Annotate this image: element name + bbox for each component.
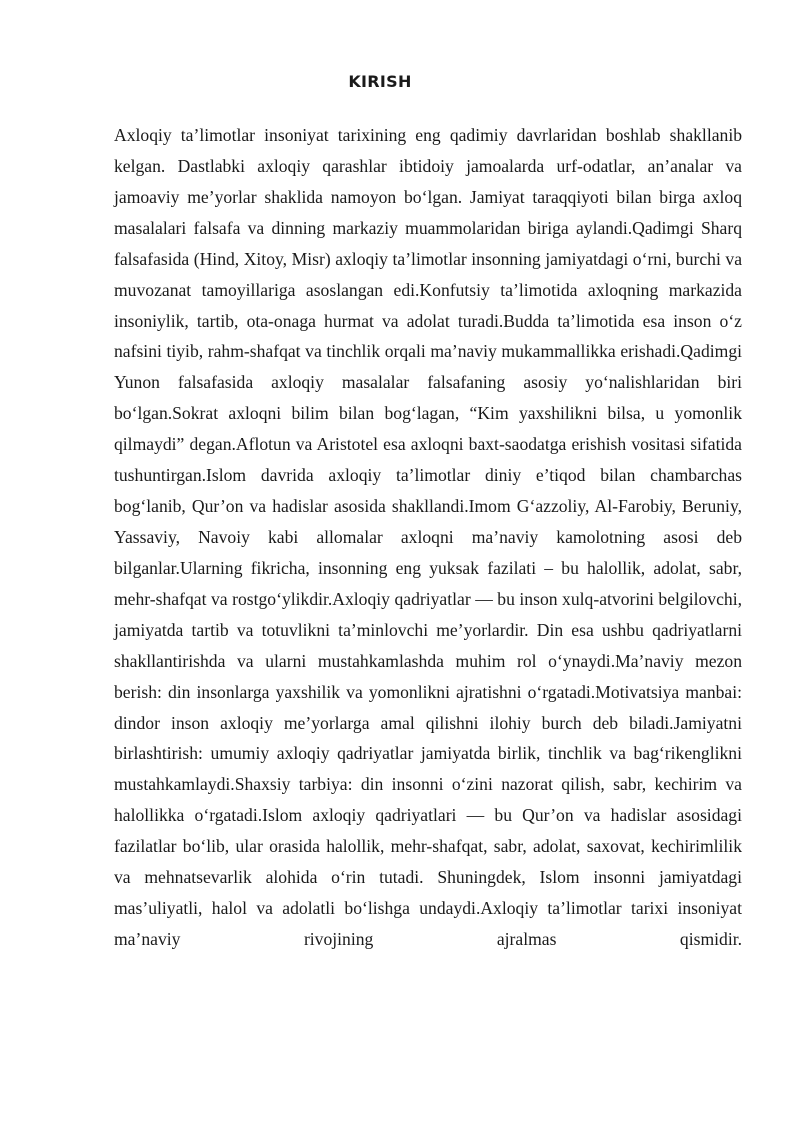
page-title: KIRISH	[348, 72, 412, 91]
body-paragraph: Axloqiy ta’limotlar insoniyat tarixining eng qadimiy davrlaridan boshlab shakllanib kelgan. Dastlabki axloqiy qarashlar ibtidoiy jamoalarda urf-odatlar, an’analar va jamoaviy me’yorlar shaklida namoyon bo‘lgan. Jamiyat taraqqiyoti bilan birga axloq masalalari falsafa va dinning markaziy muammolaridan biriga aylandi.Qadimgi Sharq falsafasida (Hind, Xitoy, Misr) axloqiy ta’limotlar insonning jamiyatdagi o‘rni, burchi va muvozanat tamoyillariga asoslangan edi.Konfutsiy ta’limotida axloqning markazida insoniylik, tartib, ota-onaga hurmat va adolat turadi.Budda ta’limotida esa inson o‘z nafsini tiyib, rahm-shafqat va tinchlik orqali ma’naviy mukammallikka erishadi.Qadimgi Yunon falsafasida axloqiy masalalar falsafaning asosiy yo‘nalishlaridan biri bo‘lgan.Sokrat axloqni bilim bilan bog‘lagan, “Kim yaxshilikni bilsa, u yomonlik qilmaydi” degan.Aflotun va Aristotel esa axloqni baxt-saodatga erishish vositasi sifatida tushuntirgan.Islom davrida axloqiy ta’limotlar diniy e’tiqod bilan chambarchas bog‘lanib, Qur’on va hadislar asosida shakllandi.Imom G‘azzoliy, Al-Farobiy, Beruniy, Yassaviy, Navoiy kabi allomalar axloqni ma’naviy kamolotning asosi deb bilganlar.Ularning fikricha, insonning eng yuksak fazilati – bu halollik, adolat, sabr, mehr-shafqat va rostgo‘ylikdir.Axloqiy qadriyatlar — bu inson xulq-atvorini belgilovchi, jamiyatda tartib va totuvlikni ta’minlovchi me’yorlardir. Din esa ushbu qadriyatlarni shakllantirishda va ularni mustahkamlashda muhim rol o‘ynaydi.Ma’naviy mezon berish: din insonlarga yaxshilik va yomonlikni ajratishni o‘rgatadi.Motivatsiya manbai: dindor inson axloqiy me’yorlarga amal qilishni ilohiy burch deb biladi.Jamiyatni birlashtirish: umumiy axloqiy qadriyatlar jamiyatda birlik, tinchlik va bag‘rikenglikni mustahkamlaydi.Shaxsiy tarbiya: din insonni o‘zini nazorat qilish, sabr, kechirim va halollikka o‘rgatadi.Islom axloqiy qadriyatlari — bu Qur’on va hadislar asosidagi fazilatlar bo‘lib, ular orasida halollik, mehr-shafqat, sabr, adolat, saxovat, kechirimlilik va mehnatsevarlik alohida o‘rin tutadi. Shuningdek, Islom insonni jamiyatdagi mas’uliyatli, halol va adolatli bo‘lishga undaydi.Axloqiy ta’limotlar tarixi insoniyat ma’naviy rivojining ajralmas qismidir.	[114, 125, 742, 949]
